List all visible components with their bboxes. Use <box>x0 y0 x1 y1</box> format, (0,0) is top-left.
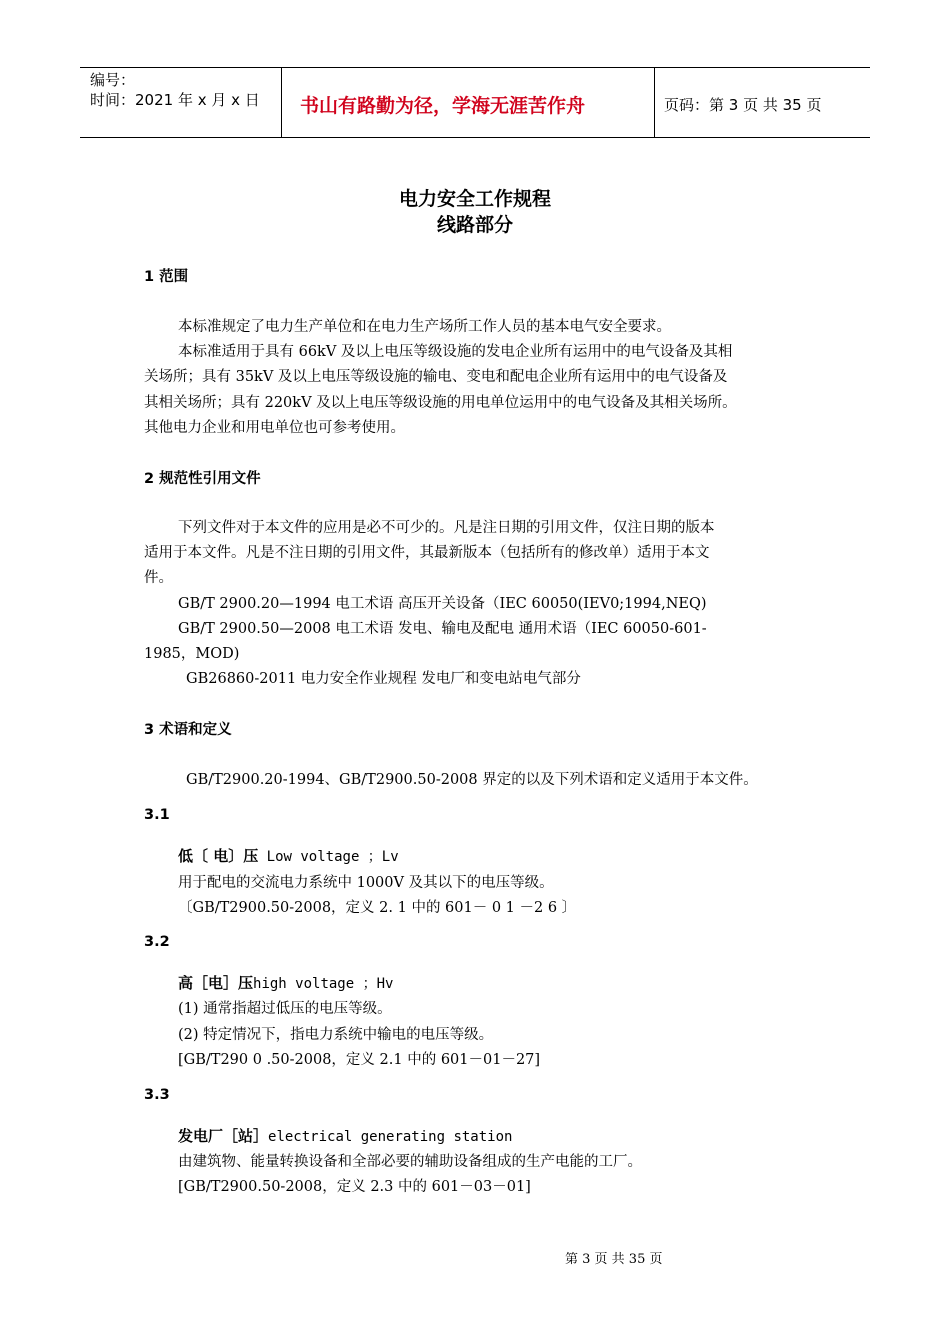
term-definition: (2) 特定情况下，指电力系统中输电的电压等级。 <box>178 1027 494 1043</box>
reference-item: GB26860-2011 电力安全作业规程 发电厂和变电站电气部分 <box>186 671 581 687</box>
paragraph: 件。 <box>144 570 173 586</box>
reference-item: 1985，MOD) <box>144 646 240 662</box>
term-title <box>178 972 393 993</box>
header-divider <box>281 68 282 137</box>
section-heading-3: 3 术语和定义 <box>144 722 232 738</box>
term-reference: [GB/T290 0 .50-2008，定义 2.1 中的 601－01－27] <box>178 1052 541 1068</box>
paragraph: 下列文件对于本文件的应用是必不可少的。凡是注日期的引用文件，仅注日期的版本 <box>178 520 715 536</box>
page-footer: 第 3 页 共 35 页 <box>565 1252 663 1267</box>
paragraph: 本标准规定了电力生产单位和在电力生产场所工作人员的基本电气安全要求。 <box>178 319 671 335</box>
reference-item: GB/T 2900.20—1994 电工术语 高压开关设备（IEC 60050(IEV0;1994,NEQ) <box>178 596 707 612</box>
term-name-en: electrical generating station <box>268 1129 513 1145</box>
paragraph: 关场所；具有 35kV 及以上电压等级设施的输电、变电和配电企业所有运用中的电气设备及 <box>144 369 728 385</box>
term-reference: 〔GB/T2900.50-2008，定义 2. 1 中的 601－ 0 1 －2 6 〕 <box>178 900 577 916</box>
header-divider <box>654 68 655 137</box>
paragraph: 其相关场所；具有 220kV 及以上电压等级设施的用电单位运用中的电气设备及其相关场所。 <box>144 395 737 411</box>
paragraph: 其他电力企业和用电单位也可参考使用。 <box>144 420 405 436</box>
section-heading-1: 1 范围 <box>144 269 189 285</box>
term-name-en: Low voltage ；Lv <box>258 849 399 865</box>
paragraph: 适用于本文件。凡是不注日期的引用文件，其最新版本（包括所有的修改单）适用于本文 <box>144 545 710 561</box>
term-definition: (1) 通常指超过低压的电压等级。 <box>178 1001 392 1017</box>
doc-subtitle: 线路部分 <box>436 214 513 236</box>
section-heading-2: 2 规范性引用文件 <box>144 471 261 487</box>
paragraph: GB/T2900.20-1994、GB/T2900.50-2008 界定的以及下列术语和定义适用于本文件。 <box>186 772 758 788</box>
term-reference: [GB/T2900.50-2008，定义 2.3 中的 601－03－01] <box>178 1179 531 1195</box>
reference-item: GB/T 2900.50—2008 电工术语 发电、输电及配电 通用术语（IEC 60050-601- <box>178 621 707 637</box>
term-definition: 用于配电的交流电力系统中 1000V 及其以下的电压等级。 <box>178 875 554 891</box>
term-name-cn: 低〔 电〕压 <box>178 847 259 865</box>
header-page-number: 页码：第 3 页 共 35 页 <box>664 96 822 114</box>
header-motto: 书山有路勤为径，学海无涯苦作舟 <box>300 95 586 117</box>
term-number: 3.1 <box>144 807 170 823</box>
term-number: 3.3 <box>144 1087 170 1103</box>
paragraph: 本标准适用于具有 66kV 及以上电压等级设施的发电企业所有运用中的电气设备及其相 <box>178 344 733 360</box>
term-number: 3.2 <box>144 934 170 950</box>
doc-number-label: 编号： <box>90 71 136 89</box>
term-name-cn: 高［电］压 <box>178 974 254 992</box>
term-name-en: high voltage ；Hv <box>253 976 394 992</box>
term-title <box>178 1125 512 1146</box>
doc-time-label: 时间：2021 年 x 月 x 日 <box>90 91 260 109</box>
term-title <box>178 845 399 866</box>
term-name-cn: 发电厂［站］ <box>178 1127 269 1145</box>
term-definition: 由建筑物、能量转换设备和全部必要的辅助设备组成的生产电能的工厂。 <box>178 1154 642 1170</box>
doc-title: 电力安全工作规程 <box>398 188 551 210</box>
